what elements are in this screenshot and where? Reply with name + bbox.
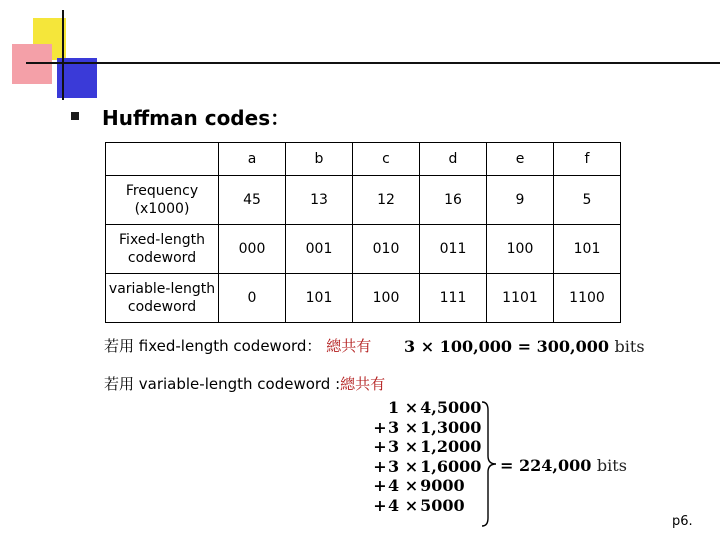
term-value: 4,5000	[420, 398, 482, 417]
table-header-cell: b	[286, 143, 353, 176]
table-cell: 9	[487, 176, 554, 225]
table-cell: 12	[353, 176, 420, 225]
table-cell: 0	[219, 274, 286, 323]
page-number: p6.	[672, 514, 693, 529]
table-cell: 101	[286, 274, 353, 323]
term-value: 1,3000	[420, 417, 482, 437]
table-row-frequency	[106, 176, 621, 225]
table-cell: 000	[219, 225, 286, 274]
table-cell: 1100	[554, 274, 621, 323]
sum-term	[372, 457, 496, 477]
huffman-table	[105, 142, 621, 323]
fixed-length-formula	[404, 337, 645, 356]
variable-result-unit: bits	[596, 456, 627, 475]
table-header-cell: d	[420, 143, 487, 176]
variable-length-terms	[372, 398, 496, 516]
fixed-length-total-label: 總共有	[326, 337, 372, 355]
table-cell: 001	[286, 225, 353, 274]
table-cell: 45	[219, 176, 286, 225]
term-multiplier: 3 ×	[388, 417, 419, 437]
table-cell: 16	[420, 176, 487, 225]
table-corner-cell	[106, 143, 219, 176]
variable-result-text: = 224,000	[500, 456, 592, 475]
term-operator: +	[373, 456, 387, 476]
row-label-line2: (x1000)	[134, 201, 190, 217]
fixed-length-prefix: 若用 fixed-length codeword：	[104, 337, 327, 355]
table-cell: 13	[286, 176, 353, 225]
variable-length-line	[104, 373, 385, 394]
table-cell: 1101	[487, 274, 554, 323]
variable-length-total-label: 總共有	[340, 375, 386, 393]
term-operator: +	[373, 437, 387, 457]
sum-term	[372, 398, 496, 418]
variable-length-result	[500, 456, 627, 475]
fixed-formula-text: 3 × 100,000 = 300,000	[404, 337, 609, 356]
slide-heading: Huffman codes：	[102, 106, 291, 130]
table-header-row	[106, 143, 621, 176]
row-label-line1: Fixed-length	[119, 232, 205, 248]
term-multiplier: 4 ×	[388, 495, 419, 515]
sum-term	[372, 437, 496, 457]
fixed-length-line	[104, 335, 371, 356]
term-multiplier: 4 ×	[388, 476, 419, 496]
table-header-cell: a	[219, 143, 286, 176]
table-row-variable-length	[106, 274, 621, 323]
term-operator: +	[373, 495, 387, 515]
decor-horizontal-line	[26, 62, 720, 64]
curly-brace-icon	[480, 400, 502, 528]
term-operator: +	[373, 417, 387, 437]
row-label-line2: codeword	[127, 250, 197, 266]
table-cell: 100	[353, 274, 420, 323]
term-multiplier: 1 ×	[388, 398, 419, 417]
term-value: 9000	[420, 476, 465, 496]
table-cell: 101	[554, 225, 621, 274]
row-label	[106, 176, 219, 225]
table-row-fixed-length	[106, 225, 621, 274]
table-header-cell: c	[353, 143, 420, 176]
row-label-line1: variable-length	[108, 281, 216, 297]
term-value: 1,6000	[420, 456, 482, 476]
table-header-cell: f	[554, 143, 621, 176]
row-label-line1: Frequency	[125, 183, 199, 199]
table-header-cell: e	[487, 143, 554, 176]
table-cell: 5	[554, 176, 621, 225]
decor-vertical-line	[62, 10, 64, 100]
term-multiplier: 3 ×	[388, 437, 419, 457]
variable-length-prefix: 若用 variable-length codeword :	[104, 375, 341, 393]
fixed-formula-unit: bits	[614, 337, 645, 356]
sum-term	[372, 476, 496, 496]
table-cell: 010	[353, 225, 420, 274]
term-operator: +	[373, 476, 387, 496]
sum-term	[372, 418, 496, 438]
term-multiplier: 3 ×	[388, 456, 419, 476]
row-label-line2: codeword	[127, 299, 197, 315]
table-cell: 100	[487, 225, 554, 274]
term-value: 5000	[420, 495, 465, 515]
row-label	[106, 274, 219, 323]
decor-pink-square	[12, 44, 52, 84]
table-cell: 111	[420, 274, 487, 323]
term-value: 1,2000	[420, 437, 482, 457]
row-label	[106, 225, 219, 274]
bullet-square-icon	[71, 112, 79, 120]
sum-term	[372, 496, 496, 516]
table-cell: 011	[420, 225, 487, 274]
